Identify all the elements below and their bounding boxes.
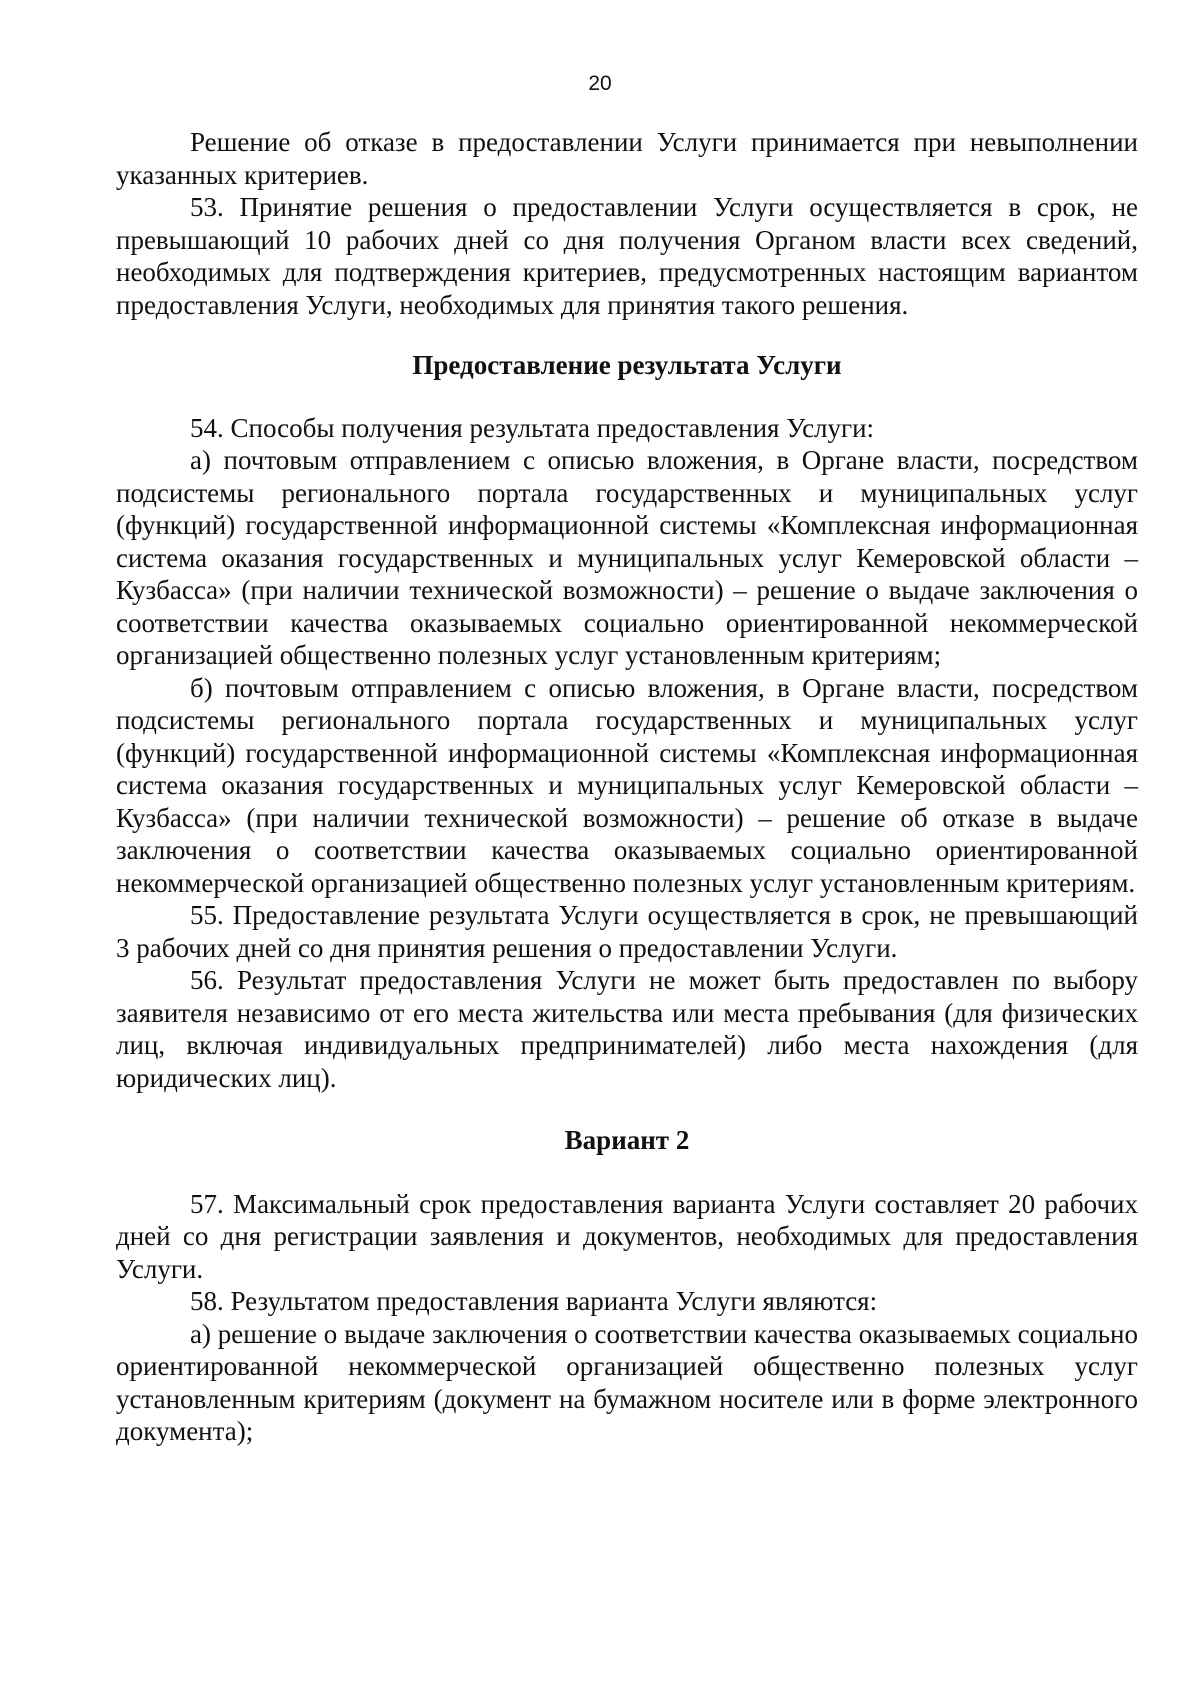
paragraph-56: 56. Результат предоставления Услуги не может быть предоставлен по выбору заявителя независимо от его места жительства или места пребывания (для физических лиц, включая индивидуальных предпринимателей) либо места нахождения (для юридических лиц). bbox=[116, 965, 1138, 1093]
page-number: 20 bbox=[588, 72, 612, 95]
document-body bbox=[116, 126, 1138, 1448]
paragraph-58a: а) решение о выдаче заключения о соответствии качества оказываемых социально ориентированной некоммерческой организацией общественно полезных услуг установленным критериям (документ на бумажном носителе или в форме электронного документа); bbox=[116, 1318, 1138, 1446]
paragraph-54b: б) почтовым отправлением с описью вложения, в Органе власти, посредством подсистемы регионального портала государственных и муниципальных услуг (функций) государственной информационной системы «Комплексная информационная система оказания государственных и муниципальных услуг Кемеровской области – Кузбасса» (при наличии технической возможности) – решение об отказе в выдаче заключения о соответствии качества оказываемых социально ориентированной некоммерческой организацией общественно полезных услуг установленным критериям. bbox=[116, 672, 1138, 898]
paragraph-57: 57. Максимальный срок предоставления варианта Услуги составляет 20 рабочих дней со дня регистрации заявления и документов, необходимых для предоставления Услуги. bbox=[116, 1188, 1138, 1284]
section-heading-variant-2: Вариант 2 bbox=[564, 1125, 690, 1155]
paragraph-58: 58. Результатом предоставления варианта Услуги являются: bbox=[190, 1286, 878, 1316]
paragraph-55: 55. Предоставление результата Услуги осуществляется в срок, не превышающий 3 рабочих дней со дня принятия решения о предоставлении Услуги. bbox=[116, 900, 1138, 963]
paragraph-54: 54. Способы получения результата предоставления Услуги: bbox=[190, 412, 875, 443]
paragraph-refusal-decision: Решение об отказе в предоставлении Услуги принимается при невыполнении указанных критериев. bbox=[116, 127, 1138, 190]
section-heading-result: Предоставление результата Услуги bbox=[412, 350, 842, 380]
paragraph-53: 53. Принятие решения о предоставлении Услуги осуществляется в срок, не превышающий 10 рабочих дней со дня получения Органом власти всех сведений, необходимых для подтверждения критериев, предусмотренных настоящим вариантом предоставления Услуги, необходимых для принятия такого решения. bbox=[116, 192, 1138, 320]
paragraph-54a: а) почтовым отправлением с описью вложения, в Органе власти, посредством подсистемы регионального портала государственных и муниципальных услуг (функций) государственной информационной системы «Комплексная информационная система оказания государственных и муниципальных услуг Кемеровской области – Кузбасса» (при наличии технической возможности) – решение о выдаче заключения о соответствии качества оказываемых социально ориентированной некоммерческой организацией общественно полезных услуг установленным критериям; bbox=[116, 445, 1138, 670]
